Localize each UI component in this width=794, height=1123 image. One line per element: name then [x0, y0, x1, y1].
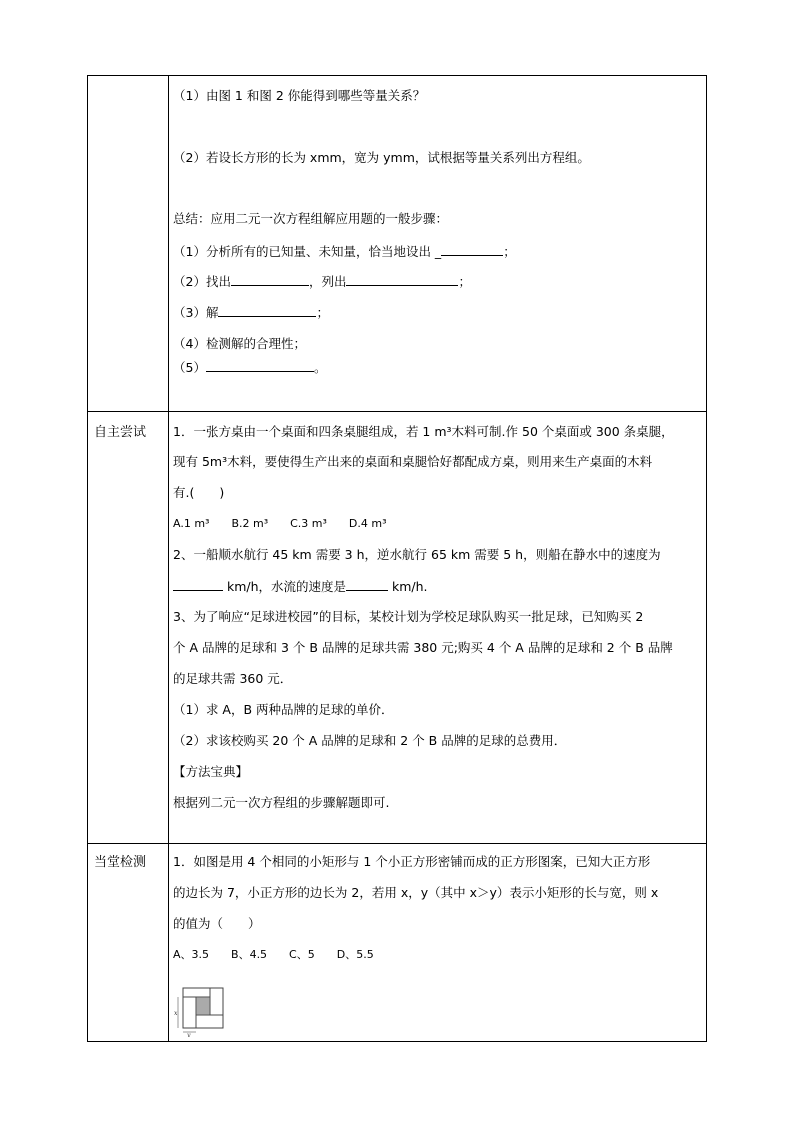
step-3-text: （3）解: [173, 305, 219, 320]
step-2-end: ；: [458, 274, 471, 289]
row-label-cell: [88, 844, 169, 1042]
problem-3-line-1: 3、为了响应“足球进校园”的目标，某校计划为学校足球队购买一批足球，已知购买 2: [173, 609, 644, 624]
problem-1-line-1: 1．一张方桌由一个桌面和四条桌腿组成，若 1 m³木料可制.作 50 个桌面或 300 条桌腿，: [173, 424, 674, 439]
figure-label-y: y: [187, 1032, 191, 1037]
problem-2-line-1: 2、一船顺水航行 45 km 需要 3 h，逆水航行 65 km 需要 5 h，则船在静水中的速度为: [173, 547, 661, 562]
summary-title: 总结：应用二元一次方程组解应用题的一般步骤：: [173, 211, 449, 226]
method-text: 根据列二元一次方程组的步骤解题即可.: [173, 795, 390, 810]
fill-blank[interactable]: [231, 273, 309, 286]
row-content-cell: [169, 76, 707, 412]
fill-blank[interactable]: [346, 578, 388, 591]
row-label-cell: [88, 76, 169, 412]
step-2-mid: ，列出: [308, 274, 347, 289]
step-2: [173, 273, 471, 290]
fill-blank[interactable]: [206, 359, 314, 372]
check-problem-line-2: 的边长为 7，小正方形的边长为 2，若用 x，y（其中 x＞y）表示小矩形的长与宽，则 x: [173, 885, 659, 900]
row-content-cell: [169, 412, 707, 844]
problem-3-question-2: （2）求该校购买 20 个 A 品牌的足球和 2 个 B 品牌的足球的总费用．: [173, 733, 567, 748]
lesson-table: [87, 75, 707, 1042]
problem-2-text-a: km/h，水流的速度是: [223, 579, 347, 594]
row-label-cell: [88, 412, 169, 844]
fill-blank[interactable]: [441, 243, 503, 256]
check-problem-line-3: 的值为（ ）: [173, 916, 261, 931]
fill-blank[interactable]: [346, 273, 458, 286]
step-5-text: （5）: [173, 360, 206, 375]
problem-1-options: A.1 m³ B.2 m³ C.3 m³ D.4 m³: [173, 517, 387, 530]
problem-3-question-1: （1）求 A，B 两种品牌的足球的单价．: [173, 702, 394, 717]
problem-2-text-b: km/h.: [388, 579, 428, 594]
problem-1-line-3: 有.( ): [173, 485, 225, 500]
step-1: [173, 243, 516, 260]
table-row: [88, 412, 707, 844]
step-1-end: ；: [503, 244, 516, 259]
problem-2-line-2: [173, 578, 428, 595]
problem-3-line-3: 的足球共需 360 元．: [173, 671, 293, 686]
step-1-text: （1）分析所有的已知量、未知量，恰当地设出 _: [173, 244, 442, 259]
section-label: 当堂检测: [94, 855, 147, 870]
step-5: [173, 359, 326, 376]
figure-label-x: x: [174, 1010, 178, 1017]
check-problem-options: A、3.5 B、4.5 C、5 D、5.5: [173, 948, 374, 961]
step-4: （4）检测解的合理性；: [173, 336, 306, 351]
section-label: 自主尝试: [94, 425, 147, 440]
method-title: 【方法宝典】: [173, 764, 249, 779]
check-problem-line-1: 1．如图是用 4 个相同的小矩形与 1 个小正方形密铺而成的正方形图案，已知大正方形: [173, 854, 651, 869]
step-3-end: ；: [316, 305, 329, 320]
fill-blank[interactable]: [173, 578, 223, 591]
step-5-end: 。: [313, 360, 327, 375]
fill-blank[interactable]: [218, 304, 316, 317]
step-2-text: （2）找出: [173, 274, 231, 289]
problem-1-line-2: 现有 5m³木料，要使得生产出来的桌面和桌腿恰好都配成方桌，则用来生产桌面的木料: [173, 454, 653, 469]
question-2: （2）若设长方形的长为 xmm，宽为 ymm，试根据等量关系列出方程组。: [173, 150, 590, 165]
square-tiling-figure: [171, 981, 231, 1037]
row-content-cell: [169, 844, 707, 1042]
problem-3-line-2: 个 A 品牌的足球和 3 个 B 品牌的足球共需 380 元;购买 4 个 A 品牌的足球和 2 个 B 品牌: [173, 640, 673, 655]
table-row: [88, 844, 707, 1042]
question-1: （1）由图 1 和图 2 你能得到哪些等量关系？: [173, 88, 426, 103]
table-row: [88, 76, 707, 412]
step-3: [173, 304, 329, 321]
